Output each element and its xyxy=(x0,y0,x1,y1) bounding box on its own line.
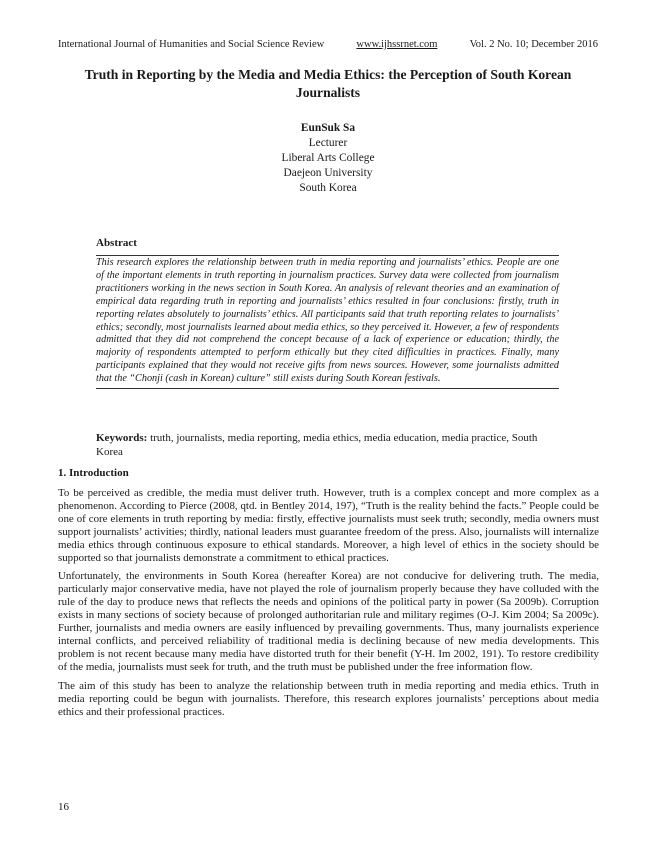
running-header xyxy=(58,38,598,51)
author-college: Liberal Arts College xyxy=(281,152,375,164)
section-heading: 1. Introduction xyxy=(58,467,129,479)
author-name: EunSuk Sa xyxy=(300,122,356,134)
author-position: Lecturer xyxy=(308,137,348,149)
paragraph: The aim of this study has been to analyze the relationship between truth in media reporting and media ethics. Truth in media reporting could be begun with journalists. Therefore, this research explores journalists’ perceptions about media ethics and their professional practices. xyxy=(58,679,599,718)
paragraph: Unfortunately, the environments in South Korea (hereafter Korea) are not conducive for delivering truth. The media, particularly major conservative media, have not played the role of journalism properly because they have colluded with the rule of the day to produce news that reflects the needs and opinions of the political party in power (Sa 2009b). Corruption exists in many sections of society because of prolonged authoritarian rule and military regimes (O-J. Kim 2004; Sa 2009c). Further, journalists and media owners are easily influenced by prevailing governments. Thus, many journalists experience internal conflicts, and perceived reliability of traditional media is declining because of new media developments. This problem is not recent because many media have distorted truth for their benefit (Y-H. Im 2002, 191). To restore credibility of the media, journalists must seek for truth, and the truth must be published under the free information flow. xyxy=(58,570,599,673)
section-body xyxy=(58,487,599,724)
keywords-label: Keywords: xyxy=(96,432,148,444)
author-block xyxy=(58,121,598,196)
abstract-heading: Abstract xyxy=(96,237,137,249)
keywords xyxy=(96,431,559,459)
author-university: Daejeon University xyxy=(283,167,373,179)
paper-title: Truth in Reporting by the Media and Media Ethics: the Perception of South Korean Journalists xyxy=(84,67,572,100)
paragraph: To be perceived as credible, the media must deliver truth. However, truth is a complex concept and more complex as a phenomenon. According to Pierce (2008, qtd. in Bentley 2014, 197), “Truth is the reality behind the facts.” People could be one of core elements in truth reporting by media: firstly, effective journalists must seek truth; secondly, media owners must support journalists’ activities; thirdly, national leaders must guarantee freedom of the press. Also, journalists will internalize media ethics through continuous exposure to ethical standards. Moreover, a high level of ethics in the society should be supported so that journalists demonstrate a commitment to ethical practices. xyxy=(58,487,599,564)
journal-name: International Journal of Humanities and Social Science Review xyxy=(58,39,325,50)
author-country: South Korea xyxy=(299,182,357,194)
volume-info: Vol. 2 No. 10; December 2016 xyxy=(469,39,598,50)
journal-url[interactable]: www.ijhssrnet.com xyxy=(356,39,438,50)
abstract-text: This research explores the relationship between truth in media reporting and journalists’ ethics. People are one of the important elements in truth reporting in journalism practices. Survey data were collected from journalism practitioners working in the news section in South Korea. An analysis of relevant theories and an examination of empirical data regarding truth in reporting and journalists’ ethics resulted in four conclusions: firstly, truth in reporting relates absolutely to journalists’ ethics. All participants said that truth reporting relates to journalists’ ethics; secondly, most journalists learned about media ethics, so they perceived it. However, a few of respondents admitted that they did not comprehend the concept because of a lack of experience or education; thirdly, the majority of respondents attempted to perform ethically but they cited difficulties in practices. Finally, many participants explained that they would not receive gifts from news sources. However, some journalists admitted that the “Chonji (cash in Korean) culture” still exists during South Korean festivals. xyxy=(96,255,559,389)
keywords-text: truth, journalists, media reporting, media ethics, media education, media practice, South Korea xyxy=(96,432,538,458)
page-number: 16 xyxy=(58,801,69,813)
